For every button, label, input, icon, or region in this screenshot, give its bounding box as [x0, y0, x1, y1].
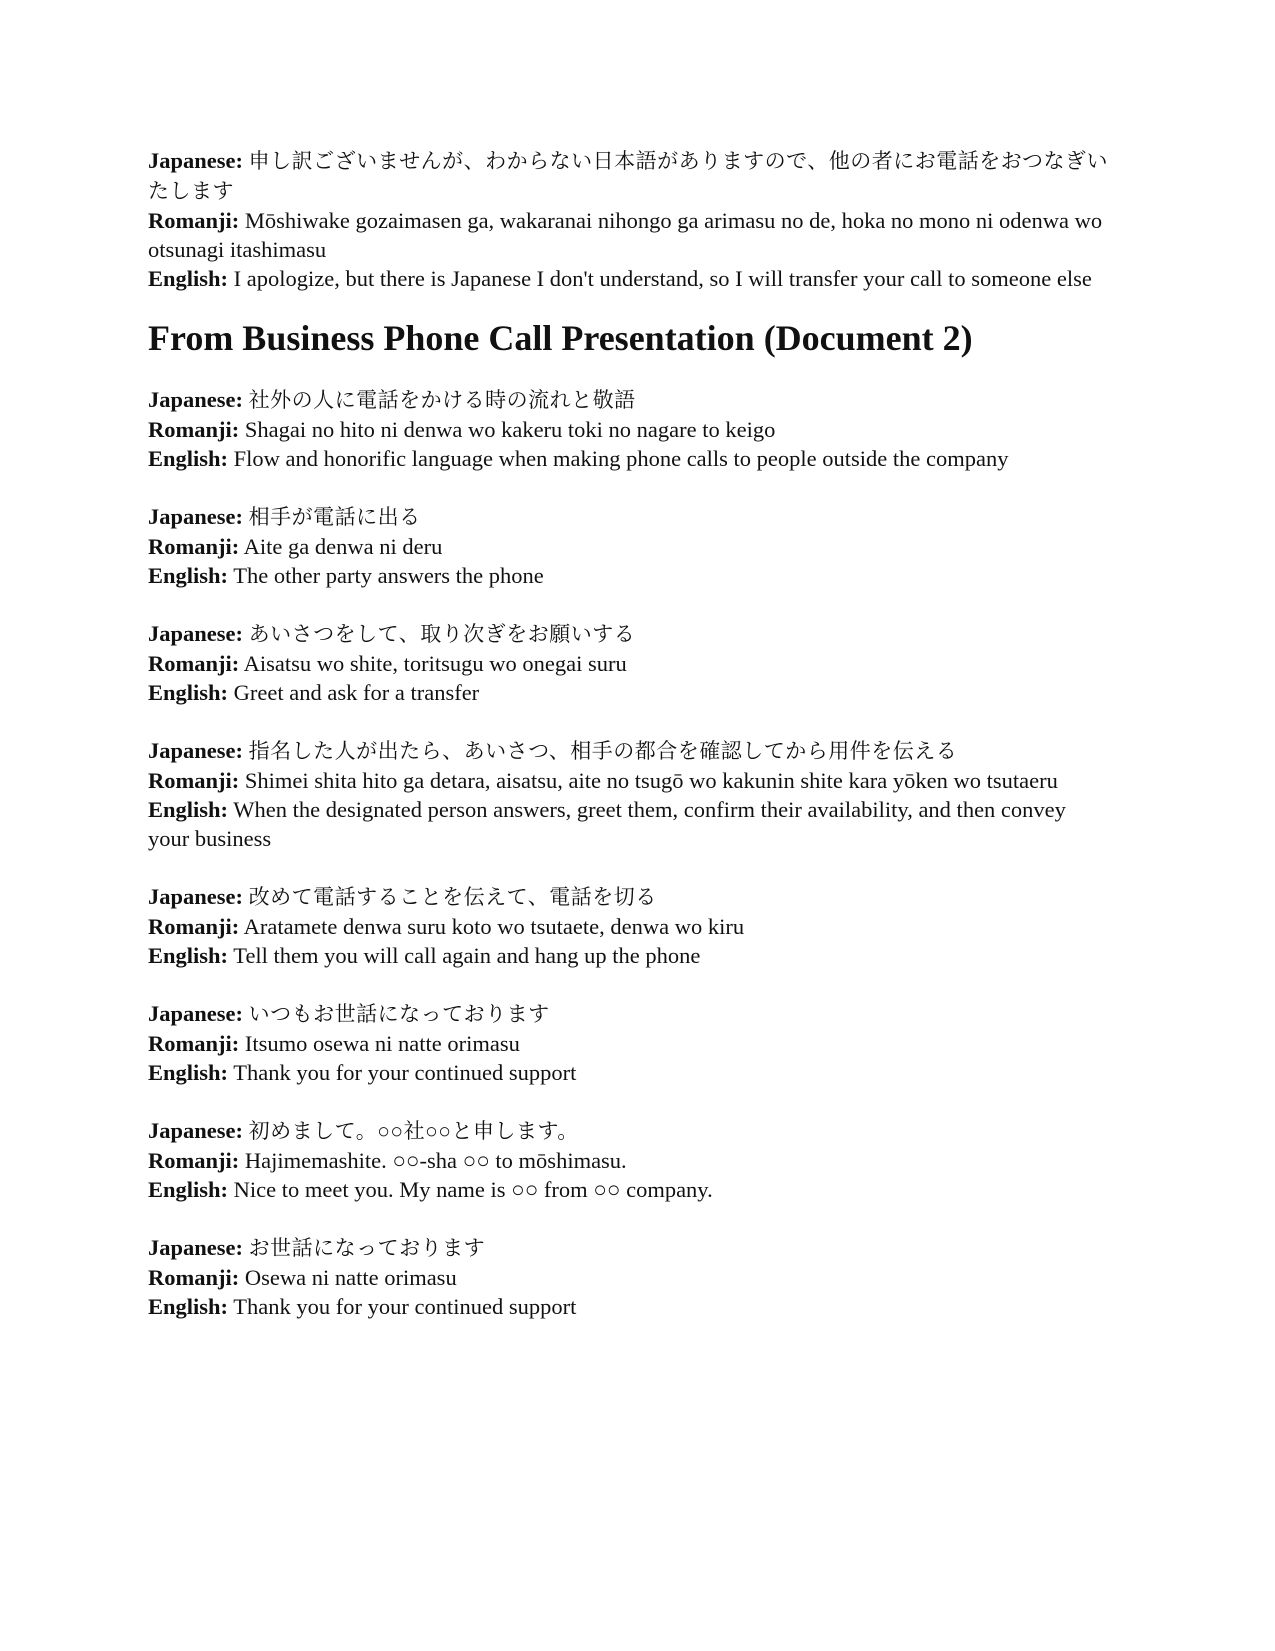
phrase-entry	[148, 999, 1108, 1087]
japanese-text: いつもお世話になっております	[248, 1002, 550, 1026]
japanese-line	[148, 385, 1108, 415]
phrase-entry	[148, 882, 1108, 970]
japanese-label: Japanese:	[148, 1118, 243, 1143]
japanese-label: Japanese:	[148, 884, 243, 909]
romanji-label: Romanji:	[148, 417, 240, 442]
english-line	[148, 795, 1108, 853]
english-label: English:	[148, 943, 229, 968]
romanji-line	[148, 532, 1108, 561]
english-label: English:	[148, 266, 229, 291]
japanese-line	[148, 502, 1108, 532]
romanji-text: Aratamete denwa suru koto wo tsutaete, denwa wo kiru	[243, 914, 745, 939]
english-text: The other party answers the phone	[233, 563, 544, 588]
japanese-text: 申し訳ございませんが、わからない日本語がありますので、他の者にお電話をおつなぎいたします	[148, 149, 1108, 203]
romanji-text: Mōshiwake gozaimasen ga, wakaranai nihongo ga arimasu no de, hoka no mono ni odenwa wo otsunagi itashimasu	[148, 208, 1103, 262]
english-line	[148, 1292, 1108, 1321]
english-line	[148, 941, 1108, 970]
english-text: Nice to meet you. My name is ○○ from ○○ company.	[233, 1177, 713, 1202]
japanese-text: 改めて電話することを伝えて、電話を切る	[248, 885, 657, 909]
phrase-entry	[148, 385, 1108, 473]
romanji-label: Romanji:	[148, 1265, 240, 1290]
japanese-label: Japanese:	[148, 738, 243, 763]
english-text: Tell them you will call again and hang up the phone	[233, 943, 701, 968]
phrase-entry	[148, 619, 1108, 707]
english-text: I apologize, but there is Japanese I don't understand, so I will transfer your call to someone else	[233, 266, 1092, 291]
english-text: Flow and honorific language when making phone calls to people outside the company	[233, 446, 1009, 471]
phrase-entry	[148, 502, 1108, 590]
japanese-line	[148, 999, 1108, 1029]
english-text: Greet and ask for a transfer	[233, 680, 480, 705]
romanji-label: Romanji:	[148, 1148, 240, 1173]
japanese-line	[148, 1116, 1108, 1146]
romanji-label: Romanji:	[148, 768, 240, 793]
japanese-line	[148, 882, 1108, 912]
romanji-text: Shimei shita hito ga detara, aisatsu, aite no tsugō wo kakunin shite kara yōken wo tsutaeru	[244, 768, 1058, 793]
romanji-line	[148, 649, 1108, 678]
english-label: English:	[148, 1177, 229, 1202]
japanese-text: 初めまして。○○社○○と申します。	[248, 1119, 579, 1143]
japanese-text: お世話になっております	[248, 1236, 486, 1260]
romanji-line	[148, 766, 1108, 795]
romanji-label: Romanji:	[148, 208, 240, 233]
japanese-label: Japanese:	[148, 387, 243, 412]
english-label: English:	[148, 797, 229, 822]
phrase-entry	[148, 1233, 1108, 1321]
japanese-line	[148, 619, 1108, 649]
phrase-entry	[148, 146, 1108, 293]
english-text: Thank you for your continued support	[233, 1060, 577, 1085]
english-line	[148, 264, 1108, 293]
romanji-line	[148, 1029, 1108, 1058]
japanese-text: 社外の人に電話をかける時の流れと敬語	[248, 388, 636, 412]
english-label: English:	[148, 680, 229, 705]
japanese-line	[148, 736, 1108, 766]
english-label: English:	[148, 563, 229, 588]
english-line	[148, 1058, 1108, 1087]
english-line	[148, 1175, 1108, 1204]
romanji-text: Shagai no hito ni denwa wo kakeru toki no nagare to keigo	[244, 417, 776, 442]
romanji-line	[148, 206, 1108, 264]
romanji-label: Romanji:	[148, 914, 240, 939]
romanji-label: Romanji:	[148, 534, 240, 559]
english-line	[148, 678, 1108, 707]
romanji-label: Romanji:	[148, 1031, 240, 1056]
english-line	[148, 444, 1108, 473]
english-text: Thank you for your continued support	[233, 1294, 577, 1319]
phrase-entry	[148, 1116, 1108, 1204]
english-line	[148, 561, 1108, 590]
english-text: When the designated person answers, greet them, confirm their availability, and then convey your business	[148, 797, 1066, 851]
section-heading: From Business Phone Call Presentation (Document 2)	[148, 318, 973, 358]
japanese-label: Japanese:	[148, 504, 243, 529]
japanese-line	[148, 1233, 1108, 1263]
romanji-text: Aisatsu wo shite, toritsugu wo onegai suru	[243, 651, 627, 676]
romanji-text: Itsumo osewa ni natte orimasu	[244, 1031, 520, 1056]
japanese-text: あいさつをして、取り次ぎをお願いする	[248, 622, 636, 646]
japanese-label: Japanese:	[148, 621, 243, 646]
english-label: English:	[148, 1294, 229, 1319]
romanji-text: Osewa ni natte orimasu	[244, 1265, 457, 1290]
phrase-entry	[148, 736, 1108, 853]
japanese-label: Japanese:	[148, 1001, 243, 1026]
romanji-line	[148, 912, 1108, 941]
romanji-line	[148, 415, 1108, 444]
romanji-line	[148, 1146, 1108, 1175]
romanji-text: Aite ga denwa ni deru	[243, 534, 443, 559]
document-page	[148, 146, 1108, 1350]
japanese-label: Japanese:	[148, 1235, 243, 1260]
japanese-text: 指名した人が出たら、あいさつ、相手の都合を確認してから用件を伝える	[248, 739, 958, 763]
english-label: English:	[148, 446, 229, 471]
romanji-text: Hajimemashite. ○○-sha ○○ to mōshimasu.	[244, 1148, 627, 1173]
japanese-line	[148, 146, 1108, 206]
japanese-label: Japanese:	[148, 148, 243, 173]
romanji-label: Romanji:	[148, 651, 240, 676]
english-label: English:	[148, 1060, 229, 1085]
japanese-text: 相手が電話に出る	[248, 505, 421, 529]
romanji-line	[148, 1263, 1108, 1292]
